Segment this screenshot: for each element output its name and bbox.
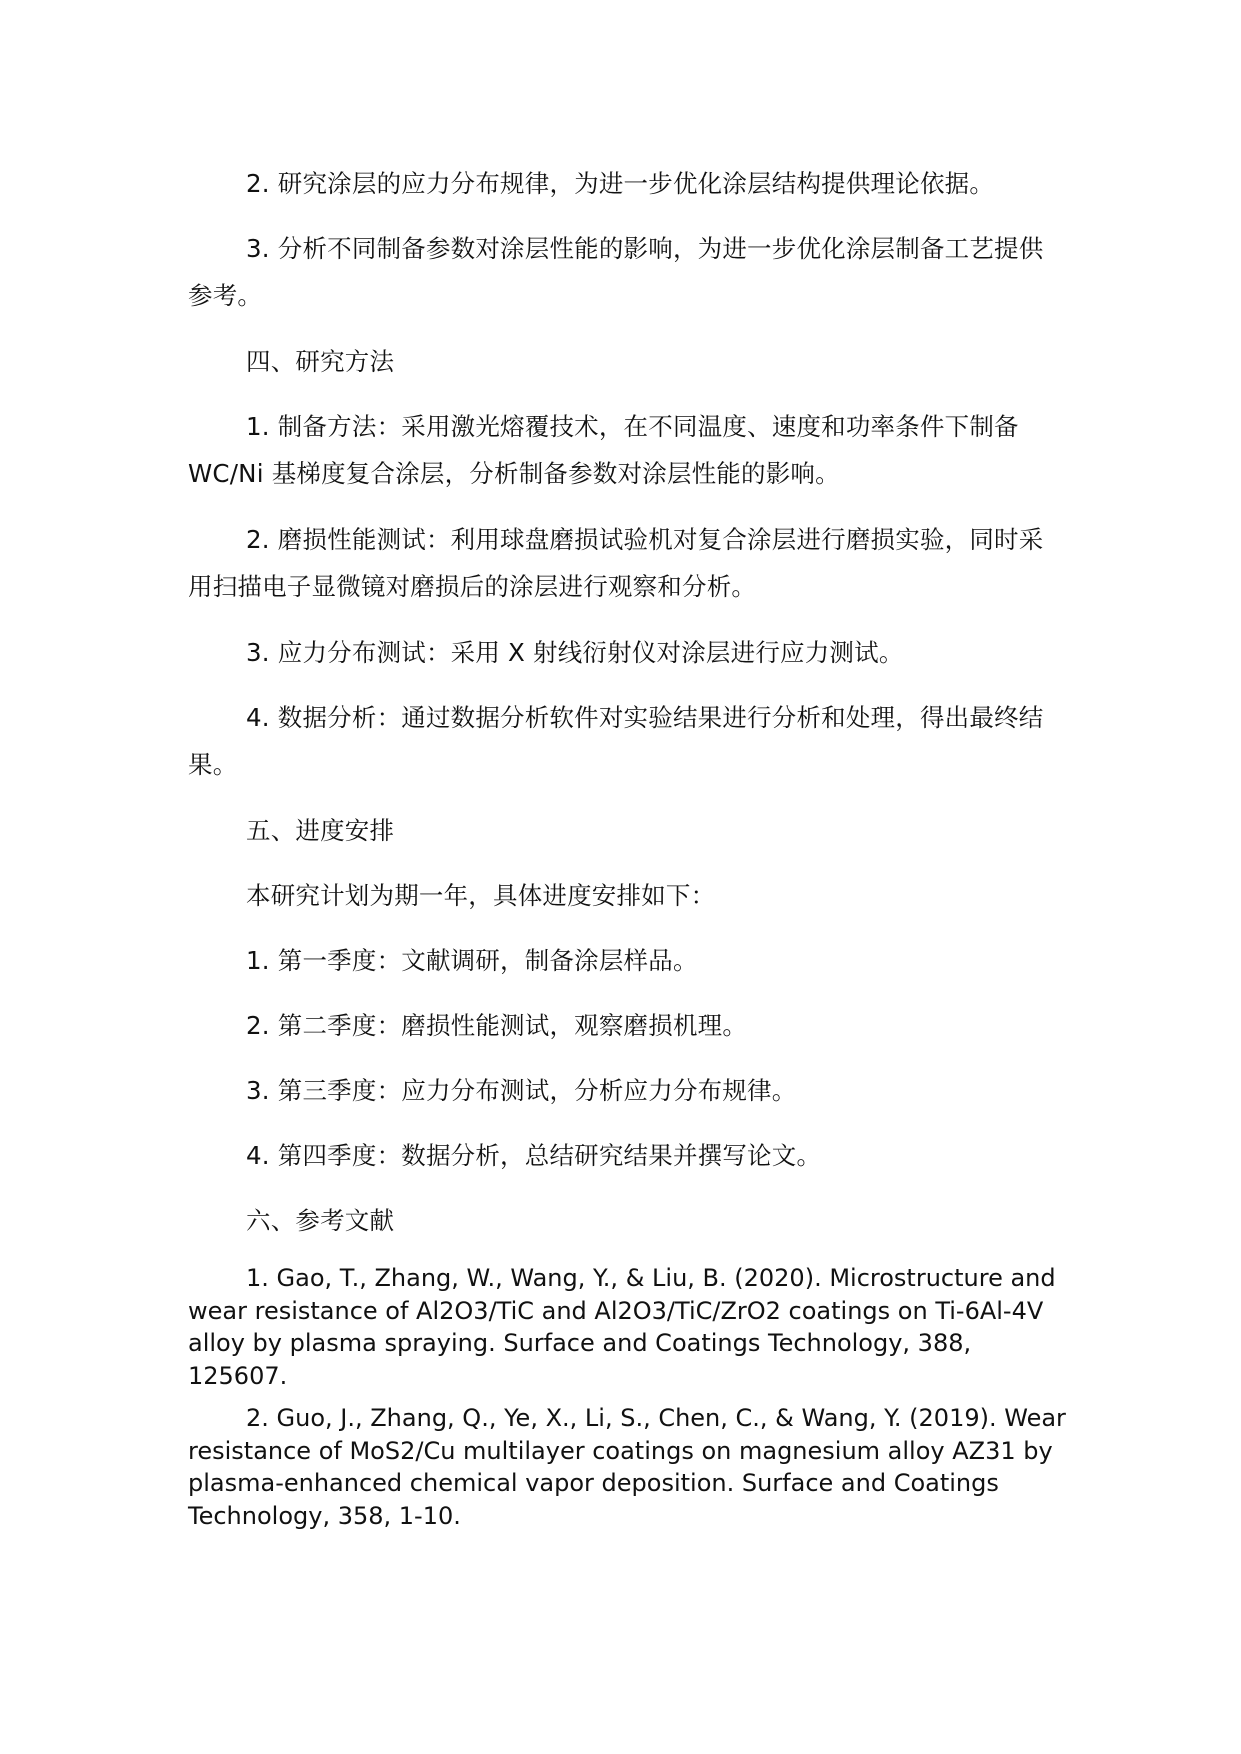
section-heading-schedule: 五、进度安排 — [246, 816, 395, 845]
paragraph-method-1: 1. 制备方法：采用激光熔覆技术，在不同温度、速度和功率条件下制备 WC/Ni 基梯度复合涂层，分析制备参数对涂层性能的影响。 — [188, 412, 1019, 488]
paragraph-schedule-intro: 本研究计划为期一年，具体进度安排如下： — [246, 881, 716, 910]
paragraph-method-3: 3. 应力分布测试：采用 X 射线衍射仪对涂层进行应力测试。 — [246, 638, 904, 667]
section-heading-methods: 四、研究方法 — [246, 347, 395, 376]
paragraph-method-4: 4. 数据分析：通过数据分析软件对实验结果进行分析和处理，得出最终结果。 — [188, 703, 1044, 779]
paragraph-method-2: 2. 磨损性能测试：利用球盘磨损试验机对复合涂层进行磨损实验，同时采用扫描电子显微镜对磨损后的涂层进行观察和分析。 — [188, 525, 1044, 601]
paragraph-objective-2: 2. 研究涂层的应力分布规律，为进一步优化涂层结构提供理论依据。 — [246, 169, 995, 198]
document-body — [188, 160, 1068, 1542]
paragraph-objective-3: 3. 分析不同制备参数对涂层性能的影响，为进一步优化涂层制备工艺提供参考。 — [188, 234, 1044, 310]
section-heading-references: 六、参考文献 — [246, 1206, 395, 1235]
paragraph-schedule-q1: 1. 第一季度：文献调研，制备涂层样品。 — [246, 946, 698, 975]
paragraph-schedule-q4: 4. 第四季度：数据分析，总结研究结果并撰写论文。 — [246, 1141, 822, 1170]
reference-item-2: 2. Guo, J., Zhang, Q., Ye, X., Li, S., Chen, C., & Wang, Y. (2019). Wear resistance of MoS2/Cu multilayer coatings on magnesium alloy AZ31 by plasma-enhanced chemical vapor deposition. Surface and Coatings Technology, 358, 1-10. — [188, 1404, 1066, 1530]
reference-item-1: 1. Gao, T., Zhang, W., Wang, Y., & Liu, B. (2020). Microstructure and wear resistance of Al2O3/TiC and Al2O3/TiC/ZrO2 coatings on Ti-6Al-4V alloy by plasma spraying. Surface and Coatings Technology, 388, 125607. — [188, 1264, 1056, 1390]
paragraph-schedule-q2: 2. 第二季度：磨损性能测试，观察磨损机理。 — [246, 1011, 748, 1040]
paragraph-schedule-q3: 3. 第三季度：应力分布测试，分析应力分布规律。 — [246, 1076, 797, 1105]
